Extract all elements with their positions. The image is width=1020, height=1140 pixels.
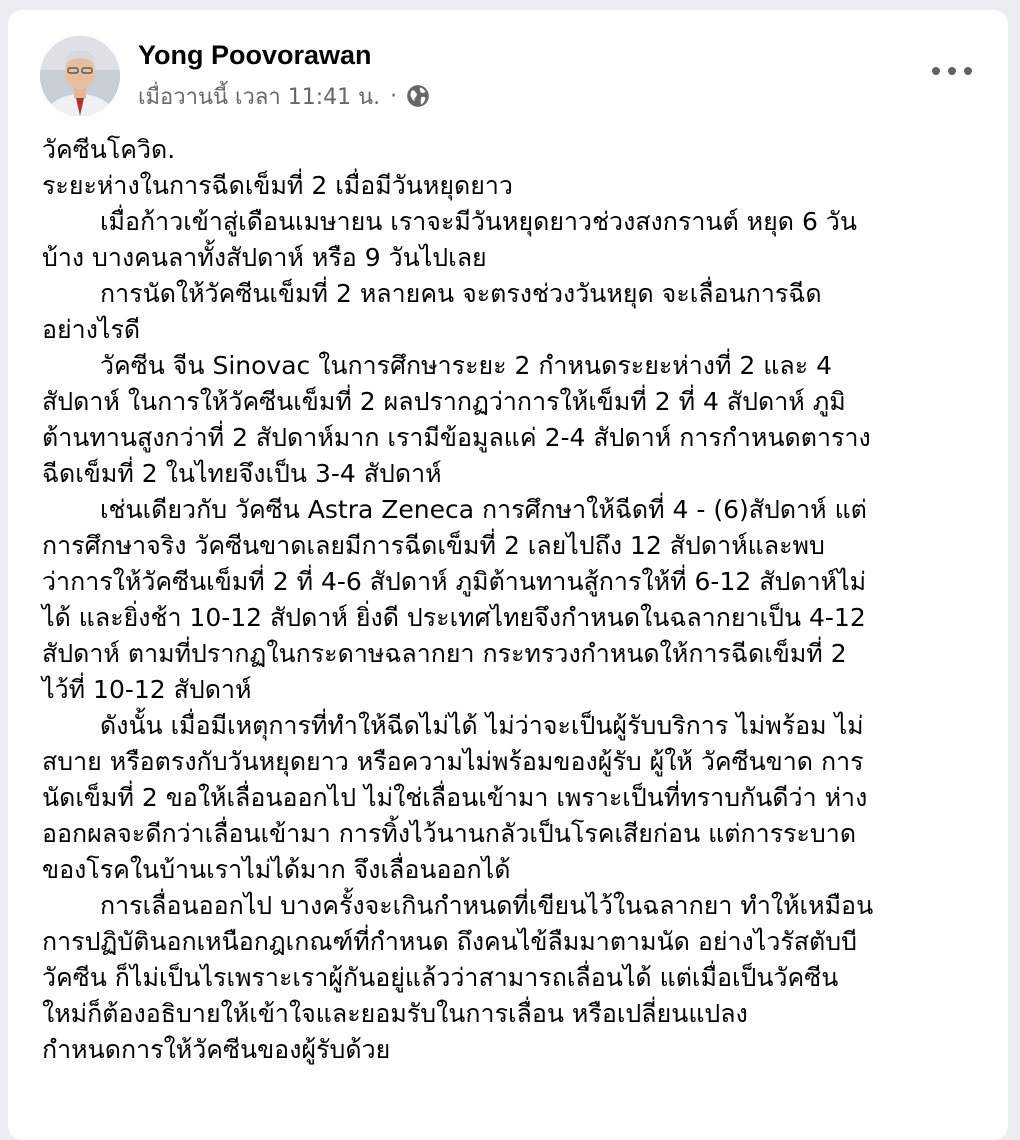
more-dot xyxy=(932,67,940,75)
more-dot xyxy=(964,67,972,75)
post-paragraph: การนัดให้วัคซีนเข็มที่ 2 หลายคน จะตรงช่วงวันหยุด จะเลื่อนการฉีด อย่างไรดี xyxy=(42,279,822,344)
avatar-photo xyxy=(40,36,120,116)
author-avatar[interactable] xyxy=(40,36,120,116)
more-options-icon[interactable] xyxy=(932,58,972,84)
post-card xyxy=(8,10,1008,1140)
post-paragraph: เมื่อก้าวเข้าสู่เดือนเมษายน เราจะมีวันหยุดยาวช่วงสงกรานต์ หยุด 6 วัน บ้าง บางคนลาทั้งสัปดาห์ หรือ 9 วันไปเลย xyxy=(42,207,857,272)
post-meta xyxy=(138,80,431,112)
author-name[interactable]: Yong Poovorawan xyxy=(138,40,372,70)
post-paragraph: เช่นเดียวกับ วัคซีน Astra Zeneca การศึกษาให้ฉีดที่ 4 - (6)สัปดาห์ แต่ การศึกษาจริง วัคซีนขาดเลยมีการฉีดเข็มที่ 2 เลยไปถึง 12 สัปดาห์และพบ ว่าการให้วัคซีนเข็มที่ 2 ที่ 4-6 สัปดาห์ ภูมิต้านทานสู้การให้ที่ 6-12 สัปดาห์ไม่ ได้ และยิ่งช้า 10-12 สัปดาห์ ยิ่งดี ประเทศไทยจึงกำหนดในฉลากยาเป็น 4-12 สัปดาห์ ตามที่ปรากฏในกระดาษฉลากยา กระทรวงกำหนดให้การฉีดเข็มที่ 2 ไว้ที่ 10-12 สัปดาห์ xyxy=(42,495,867,704)
post-paragraph: การเลื่อนออกไป บางครั้งจะเกินกำหนดที่เขียนไว้ในฉลากยา ทำให้เหมือน การปฏิบัตินอกเหนือกฎเกณฑ์ที่กำหนด ถึงคนไข้ลืมมาตามนัด อย่างไวรัสตับบี วัคซีน ก็ไม่เป็นไรเพราะเราผู้กันอยู่แล้วว่าสามารถเลื่อนได้ แต่เมื่อเป็นวัคซีน ใหม่ก็ต้องอธิบายให้เข้าใจและยอมรับในการเลื่อน หรือเปลี่ยนแปลง กำหนดการให้วัคซีนของผู้รับด้วย xyxy=(42,891,874,1064)
globe-icon[interactable] xyxy=(405,83,431,109)
meta-separator: · xyxy=(390,83,398,109)
post-line-subtitle: ระยะห่างในการฉีดเข็มที่ 2 เมื่อมีวันหยุดยาว xyxy=(42,171,513,200)
post-line-title: วัคซีนโควิด. xyxy=(42,135,176,164)
post-body xyxy=(42,132,1002,1068)
more-dot xyxy=(948,67,956,75)
post-paragraph: ดังนั้น เมื่อมีเหตุการที่ทำให้ฉีดไม่ได้ ไม่ว่าจะเป็นผู้รับบริการ ไม่พร้อม ไม่ สบาย หรือตรงกับวันหยุดยาว หรือความไม่พร้อมของผู้รับ ผู้ให้ วัคซีนขาด การ นัดเข็มที่ 2 ขอให้เลื่อนออกไป ไม่ใช่เลื่อนเข้ามา เพราะเป็นที่ทราบกันดีว่า ห่าง ออกผลจะดีกว่าเลื่อนเข้ามา การทิ้งไว้นานกลัวเป็นโรคเสียก่อน แต่การระบาด ของโรคในบ้านเราไม่ได้มาก จึงเลื่อนออกได้ xyxy=(42,711,868,884)
post-timestamp[interactable]: เมื่อวานนี้ เวลา 11:41 น. xyxy=(138,84,381,110)
post-paragraph: วัคซีน จีน Sinovac ในการศึกษาระยะ 2 กำหนดระยะห่างที่ 2 และ 4 สัปดาห์ ในการให้วัคซีนเข็มที่ 2 ผลปรากฏว่าการให้เข็มที่ 2 ที่ 4 สัปดาห์ ภูมิ ต้านทานสูงกว่าที่ 2 สัปดาห์มาก เรามีข้อมูลแค่ 2-4 สัปดาห์ การกำหนดตาราง ฉีดเข็มที่ 2 ในไทยจึงเป็น 3-4 สัปดาห์ xyxy=(42,351,871,488)
